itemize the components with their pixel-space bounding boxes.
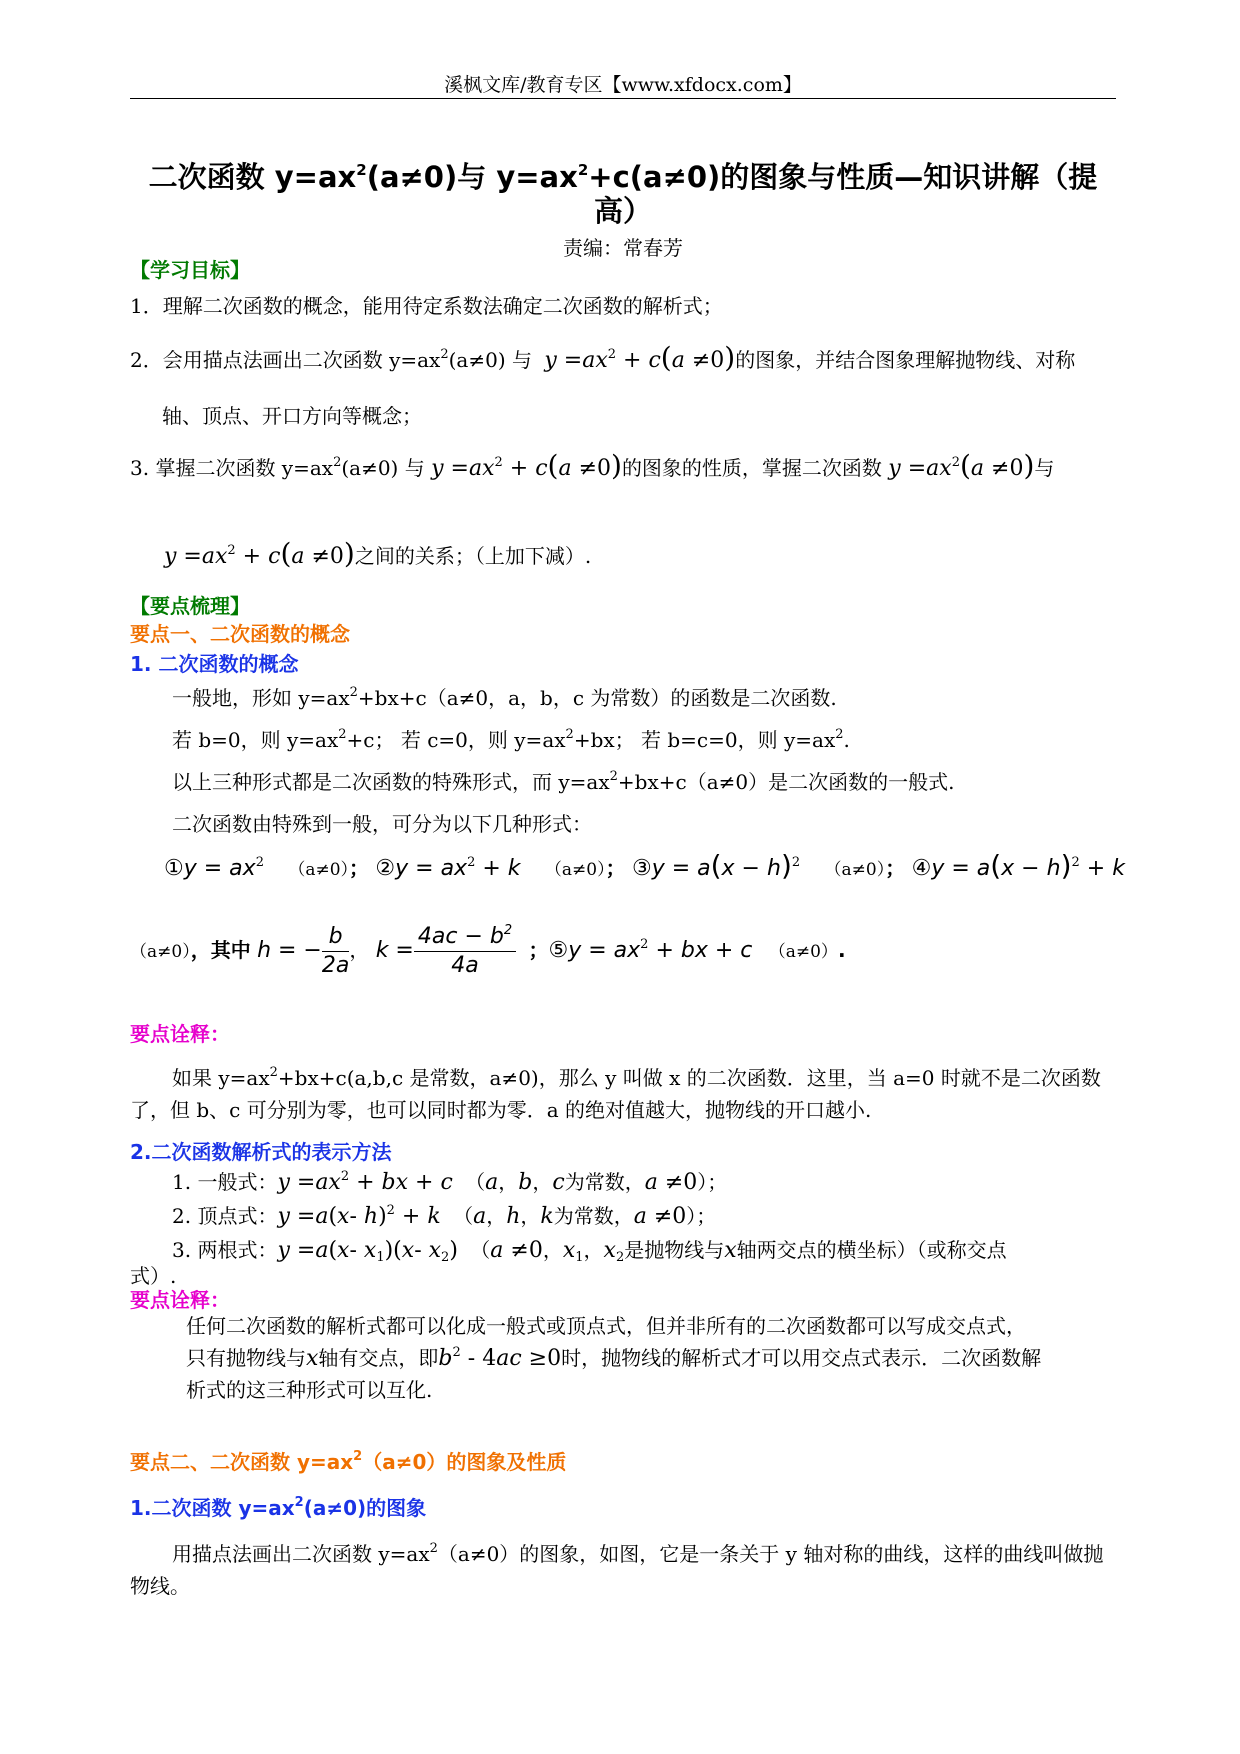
goal-2: 2．会用描点法画出二次函数 $y=ax^2(a\ne 0)$ 与 $y =ax^2 + c(a \ne 0)$的图象，并结合图象理解抛物线、对称 <box>130 341 1076 374</box>
section-2-paragraph: 用描点法画出二次函数 $y=ax^2(a\ne 0)$的图象，如图，它是一条关于 y 轴对称的曲线，这样的曲线叫做抛物线。 <box>130 1541 1104 1598</box>
document-title: 二次函数 $y=ax^2(a\ne 0)$与 $y=ax^2+c(a\ne 0)$的图象与性质—知识讲解（提高） <box>148 160 1098 228</box>
forms-intro-line: 二次函数由特殊到一般，可分为以下几种形式： <box>172 812 592 836</box>
note-2-line-2: 只有抛物线与x轴有交点，即$b^2 - 4ac \ge 0$时，抛物线的解析式才可以用交点式表示．二次函数解 <box>186 1345 1042 1371</box>
note-heading-2: 要点诠释： <box>130 1288 230 1312</box>
page-header: 溪枫文库/教育专区【www.xfdocx.com】 <box>444 74 802 96</box>
editor-line: 责编：常春芳 <box>563 236 683 260</box>
fraction-k: $\frac{4ac - b^2}{4a}$ <box>414 923 516 980</box>
form-general: 1. 一般式：$y =ax^2$ + bx + c （a，b，c为常数，a ≠0）； <box>172 1169 728 1195</box>
goal-3-cont: $y =ax^2 + c(a \ne 0)$之间的关系；（上加下减）. <box>164 537 592 570</box>
form-vertex: 2. 顶点式：y =a(x- h)$^2$ + k （a，h，k为常数，a ≠0）； <box>172 1203 717 1229</box>
goal-1: 1．理解二次函数的概念，能用待定系数法确定二次函数的解析式； <box>130 294 723 318</box>
general-form-line: 以上三种形式都是二次函数的特殊形式，而 $y=ax^2+bx+c(a\ne 0)$是二次函数的一般式. <box>172 769 955 794</box>
section-learning-goals: 【学习目标】 <box>130 258 250 282</box>
note-2-line-1: 任何二次函数的解析式都可以化成一般式或顶点式，但并非所有的二次函数都可以写成交点式， <box>186 1314 1026 1338</box>
section-key-points: 【要点梳理】 <box>130 594 250 618</box>
key-point-2-heading: 要点二、二次函数 $y=ax^2(a\ne 0)$的图象及性质 <box>130 1449 567 1474</box>
form-two-roots: 3. 两根式：y =a(x- $x_1)(x-$ $x_2$) （a ≠0，$x_1$，$x_2$是抛物线与x轴两交点的横坐标）（或称交点 <box>172 1238 1007 1265</box>
note-2-line-3: 析式的这三种形式可以互化. <box>186 1378 433 1402</box>
special-cases-line: 若 b=0，则 $y=ax^2+c$； 若 c=0，则 $y=ax^2+bx$； 若 b=c=0，则 $y=ax^2$. <box>172 727 850 752</box>
subsection-2-1-heading: 1.二次函数 $y=ax^2(a\ne 0)$的图象 <box>130 1495 427 1520</box>
subsection-1-2-heading: 2.二次函数解析式的表示方法 <box>130 1140 392 1164</box>
form-two-roots-cont: 式）. <box>130 1264 177 1288</box>
fraction-h: $\frac{b}{2a}$ <box>321 924 350 978</box>
subsection-1-1-heading: 1. 二次函数的概念 <box>130 652 299 676</box>
forms-row-2: （a≠0），其中 h = − $\frac{b}{2a}$ ， k = $\frac{4ac - b^2}{4a}$ ；⑤y = $ax^2$ + bx + c （a≠0）. <box>130 923 846 978</box>
note-paragraph-1: 如果 $y=ax^2+bx+c(a,b,c$ 是常数，a≠0)，那么 y 叫做 x 的二次函数．这里，当 a=0 时就不是二次函数了，但 b、c 可分别为零，也可以同时都为零．a 的绝对值越大，抛物线的开口越小. <box>130 1065 1101 1122</box>
header-rule <box>130 98 1116 99</box>
forms-row: ①y = $ax^2$ （a≠0）； ②y = $ax^2 + k$ （a≠0）； ③y = $a(x - h)^2$ （a≠0）； ④y = $a(x - h)^2 + k$ <box>164 849 1125 882</box>
key-point-1-heading: 要点一、二次函数的概念 <box>130 622 350 646</box>
note-heading-1: 要点诠释： <box>130 1022 230 1046</box>
goal-2-cont: 轴、顶点、开口方向等概念； <box>162 404 422 428</box>
goal-3: 3. 掌握二次函数 $y=ax^2(a\ne 0)$ 与 $y =ax^2 + c(a \ne 0)$的图象的性质，掌握二次函数 $y =ax^2(a \ne 0)$与 <box>130 449 1055 482</box>
definition-line: 一般地，形如 $y=ax^2+bx+c(a\ne 0$，a，b，c 为常数）的函数是二次函数. <box>172 685 837 710</box>
